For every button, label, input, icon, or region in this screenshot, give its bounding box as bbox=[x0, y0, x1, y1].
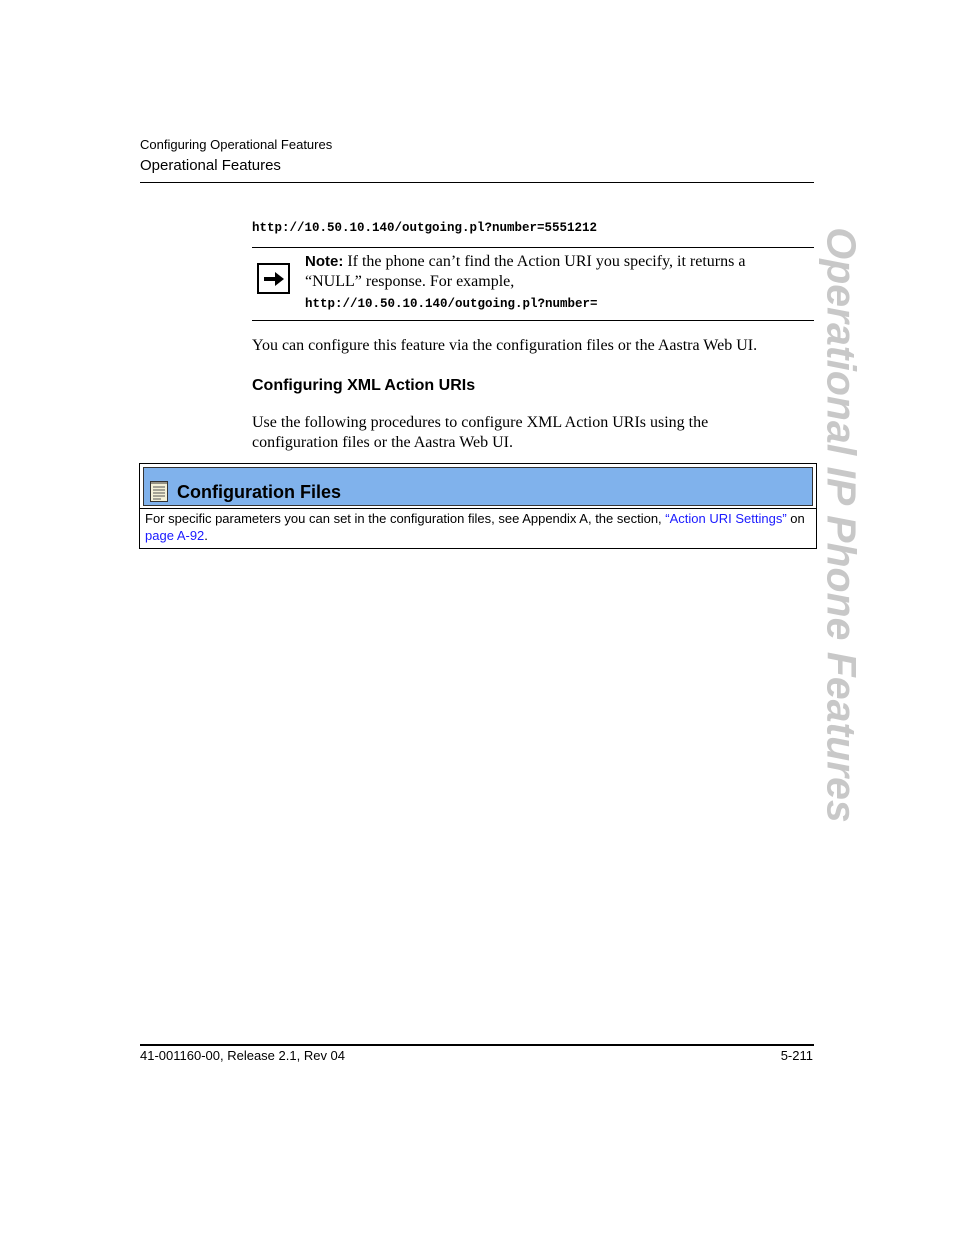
null-response-url: http://10.50.10.140/outgoing.pl?number= bbox=[305, 297, 598, 311]
notepad-icon bbox=[149, 479, 169, 503]
intro-paragraph: You can configure this feature via the configuration files or the Aastra Web UI. bbox=[252, 337, 758, 354]
body-suffix: . bbox=[204, 528, 208, 543]
action-uri-settings-link[interactable]: “Action URI Settings” bbox=[665, 511, 787, 526]
note-text bbox=[305, 252, 805, 292]
footer-rule bbox=[140, 1044, 814, 1046]
configuration-files-body bbox=[145, 510, 805, 544]
running-header-chapter: Configuring Operational Features bbox=[140, 137, 333, 152]
running-header-section: Operational Features bbox=[140, 157, 281, 174]
configuration-files-divider bbox=[140, 508, 816, 509]
section-heading: Configuring XML Action URIs bbox=[252, 377, 476, 394]
note-label: Note: bbox=[305, 253, 344, 270]
right-arrow-icon bbox=[257, 263, 290, 294]
note-bottom-rule bbox=[252, 320, 814, 321]
footer-document-id: 41-001160-00, Release 2.1, Rev 04 bbox=[140, 1048, 346, 1063]
side-tab-title: Operational IP Phone Features bbox=[818, 227, 865, 823]
note-top-rule bbox=[252, 247, 814, 248]
configuration-files-title: Configuration Files bbox=[177, 482, 341, 502]
body-mid: on bbox=[786, 511, 805, 526]
header-rule bbox=[140, 182, 814, 183]
configuration-files-box bbox=[139, 463, 817, 549]
page-a92-link[interactable]: page A-92 bbox=[145, 528, 205, 543]
footer-page-number: 5-211 bbox=[780, 1048, 813, 1063]
body-prefix: For specific parameters you can set in the configuration files, see Appendix A, the section, bbox=[145, 511, 666, 526]
procedure-paragraph: Use the following procedures to configure XML Action URIs using the configuration files or the Aastra Web UI. bbox=[252, 414, 709, 451]
example-url: http://10.50.10.140/outgoing.pl?number=5551212 bbox=[252, 221, 598, 235]
note-body: If the phone can’t find the Action URI you specify, it returns a “NULL” response. For example, bbox=[305, 253, 746, 290]
configuration-files-header bbox=[143, 467, 813, 506]
